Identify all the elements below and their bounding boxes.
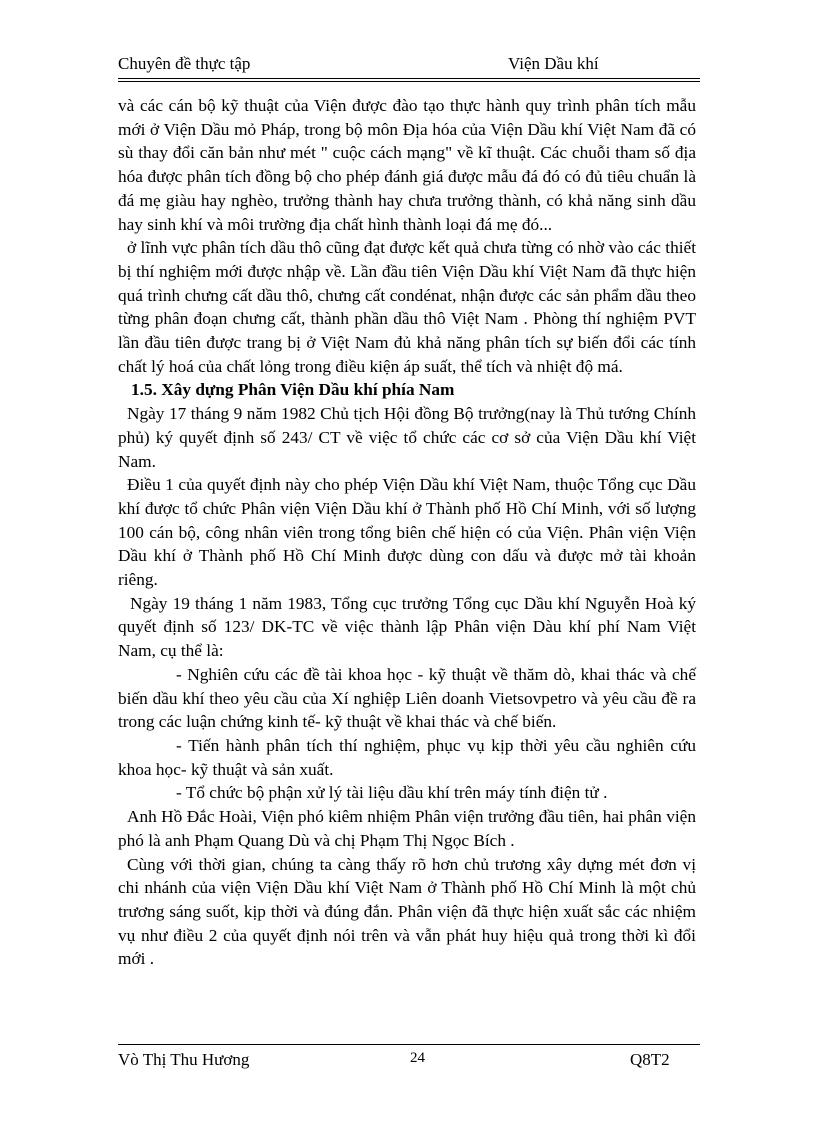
paragraph-3: Ngày 17 tháng 9 năm 1982 Chủ tịch Hội đồng Bộ trưởng(nay là Thủ tướng Chính phủ) ký quyết định số 243/ CT về việc tổ chức các cơ sở của Viện Dầu khí Việt Nam. [118,404,696,471]
list-item: - Nghiên cứu các đề tài khoa học - kỹ thuật về thăm dò, khai thác và chế biến dầu khí theo yêu cầu của Xí nghiệp Liên doanh Vietsovpetro và yêu cầu đề ra trong các luận chứng kinh tế- kỹ thuật về khai thác và chế biến. [118,664,696,732]
paragraph-1: và các cán bộ kỹ thuật của Viện được đào tạo thực hành quy trình phân tích mẫu mới ở Viện Dầu mỏ Pháp, trong bộ môn Địa hóa của Viện Dầu khí Việt Nam đã có sù thay đổi căn bản như mét " cuộc cách mạng" về kĩ thuật. Các chuỗi tham số địa hóa được phân tích đồng bộ cho phép đánh giá được mẫu đá đó có đủ tiêu chuẩn là đá mẹ giàu hay nghèo, trưởng thành hay chưa trưởng thành, có khả năng sinh dầu hay sinh khí và môi trường địa chất hình thành loại đá mẹ đó... [118,96,696,234]
list-item: - Tổ chức bộ phận xử lý tài liệu dầu khí trên máy tính điện tử . [176,783,608,803]
page-footer [118,1050,700,1074]
paragraph-4: Điều 1 của quyết định này cho phép Viện Dầu khí Việt Nam, thuộc Tổng cục Dầu khí được tổ chức Phân viện Viện Dầu khí ở Thành phố Hồ Chí Minh, với số lượng 100 cán bộ, công nhân viên trong tổng biên chế hiện có của Viện. Phân viện Viện Dầu khí ở Thành phố Hồ Chí Minh được dùng con dấu và được mở tài khoản riêng. [118,475,696,590]
paragraph-5: Ngày 19 tháng 1 năm 1983, Tổng cục trưởng Tổng cục Dầu khí Nguyễn Hoà ký quyết định số 123/ DK-TC về việc thành lập Phân viện Dàu khí phí Nam Việt Nam, cụ thể là: [118,593,696,661]
header-institute: Viện Dầu khí [508,54,599,73]
document-body [118,94,696,971]
header-title: Chuyên đề thực tập [118,54,251,73]
section-heading: 1.5. Xây dựng Phân Viện Dầu khí phía Nam [131,380,455,400]
footer-class: Q8T2 [630,1050,670,1069]
paragraph-2: ở lĩnh vực phân tích dầu thô cũng đạt được kết quả chưa từng có nhờ vào các thiết bị thí nghiệm mới được nhập về. Lần đầu tiên Viện Dầu khí Việt Nam đã thực hiện quá trình chưng cất dầu thô, chưng cất condénat, nhận được các sản phẩm dầu theo từng phân đoạn chưng cất, thành phần dầu thô Việt Nam . Phòng thí nghiệm PVT lần đầu tiên được trang bị ở Việt Nam đủ khả năng phân tích sự biến đổi các tính chất lý hoá của chất lỏng trong điều kiện áp suất, thể tích và nhiệt độ má. [118,238,696,376]
page-header [118,52,700,79]
footer-divider [118,1044,700,1045]
list-item: - Tiến hành phân tích thí nghiệm, phục vụ kịp thời yêu cầu nghiên cứu khoa học- kỹ thuật và sản xuất. [118,735,696,779]
paragraph-7: Cùng với thời gian, chúng ta càng thấy rõ hơn chủ trương xây dựng mét đơn vị chi nhánh của viện Viện Dầu khí Việt Nam ở Thành phố Hồ Chí Minh là một chủ trương sáng suốt, kịp thời và đúng đắn. Phân viện đã thực hiện xuất sắc các nhiệm vụ như điều 2 của quyết định nói trên và vẫn phát huy hiệu quả trong thời kì đổi mới . [118,854,696,969]
paragraph-6: Anh Hồ Đắc Hoài, Viện phó kiêm nhiệm Phân viện trưởng đầu tiên, hai phân viện phó là anh Phạm Quang Dù và chị Phạm Thị Ngọc Bích . [118,807,696,850]
header-divider [118,81,700,82]
footer-author: Vò Thị Thu Hương [118,1050,250,1069]
page-number: 24 [410,1050,425,1066]
